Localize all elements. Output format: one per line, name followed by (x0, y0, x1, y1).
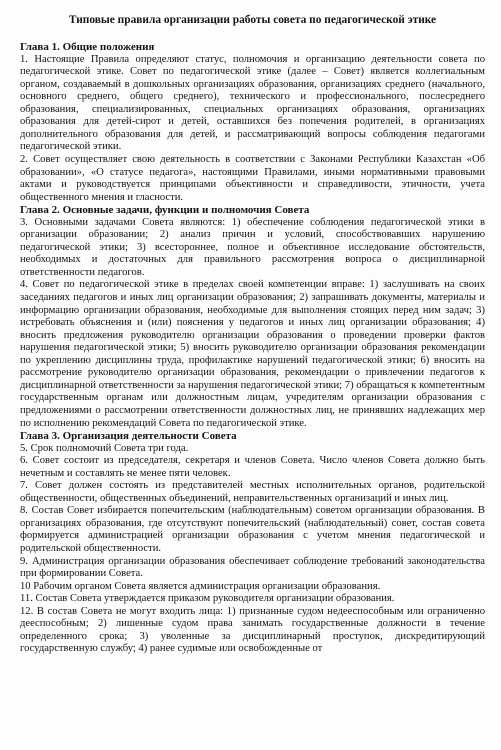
paragraph-3: 3. Основными задачами Совета являются: 1) обеспечение соблюдения педагогической этики в организации образовании; 2) анализ причин и условий, способствовавших нарушению педагогической этики; 3) всестороннее, полное и объективное исследование обстоятельств, необходимых и достаточных для правильного рассмотрения вопроса о дисциплинарной ответственности педагогов. (20, 216, 485, 278)
paragraph-7: 7. Совет должен состоять из представителей местных исполнительных органов, родительской общественности, общественных объединений, неправительственных организаций и иных лиц. (20, 480, 485, 504)
paragraph-9: 9. Администрация организации образования обеспечивает соблюдение требований законодательства при формировании Совета. (20, 555, 485, 580)
paragraph-10: 10 Рабочим органом Совета является администрация организации образования. (20, 580, 381, 592)
paragraph-2: 2. Совет осуществляет свою деятельность в соответствии с Законами Республики Казахстан «Об образовании», «О статусе педагога», настоящими Правилами, иными нормативными правовыми актами и руководствуется принципами объективности и справедливости, этичности, учета общественного мнения и гласности. (20, 153, 485, 203)
chapter-heading: Глава 1. Общие положения (20, 41, 155, 53)
paragraph-4: 4. Совет по педагогической этике в пределах своей компетенции вправе: 1) заслушивать на своих заседаниях педагогов и иных лиц организации образования; 2) запрашивать документы, материалы и информацию организации образования, необходимые для выполнения стоящих перед ним задач; 3) истребовать объяснения и (или) пояснения у педагогов и иных лиц организации образования; 4) вносить предложения руководителю организации образования о проведении проверки фактов нарушения педагогической этики; 5) вносить руководителю организации образования рекомендации по укреплению дисциплины труда, профилактике нарушений педагогической этики; 6) вносить на рассмотрение руководителю организации образования, рекомендации о привлечении педагогов к дисциплинарной ответственности за нарушения педагогической этики; 7) обращаться к компетентным государственным органам или должностным лицам, учредителям организации образования с предложениями о рассмотрении ответственности должностных лиц, не принявших надлежащих мер по исполнению рекомендаций Совета по педагогической этике. (20, 279, 485, 429)
section-chapter-2 (20, 204, 485, 430)
paragraph-11: 11. Состав Совета утверждается приказом руководителя организации образования. (20, 593, 395, 605)
paragraph-6: 6. Совет состоит из председателя, секретаря и членов Совета. Число членов Совета должно быть нечетным и составлять не менее пяти человек. (20, 455, 485, 479)
section-chapter-3 (20, 430, 485, 656)
paragraph-8: 8. Состав Совет избирается попечительским (наблюдательным) советом организации образования. В организациях образования, где отсутствуют попечительский (наблюдательный) совет, состав совета формируется администрацией организации образования с учетом мнения педагогической и родительской общественности. (20, 505, 485, 555)
paragraph-12: 12. В состав Совета не могут входить лица: 1) признанные судом недееспособным или ограниченно дееспособным; 2) лишенные судом права занимать государственные должности в течение определенного срока; 3) уволенные за дисциплинарный проступок, дискредитирующий государственную службу; 4) ранее судимые или освобожденные от (20, 605, 485, 655)
paragraph-5: 5. Срок полномочий Совета три года. (20, 442, 189, 454)
paragraph-1: 1. Настоящие Правила определяют статус, полномочия и организацию деятельности совета по педагогической этике. Совет по педагогической этике (далее – Совет) является коллегиальным органом, создаваемый в дошкольных организациях образования, организациях среднего (начального, основного среднего, общего среднего), технического и профессионального, послесреднего образования, специализированных, специальных организациях образования, организациях образования для детей-сирот и детей, оставшихся без попечения родителей, в организациях дополнительного образования для детей, и рассматривающий вопросы соблюдения педагогами педагогической этики. (20, 53, 485, 153)
section-chapter-1 (20, 41, 485, 204)
document-title: Типовые правила организации работы совета по педагогической этике (68, 14, 437, 26)
chapter-heading: Глава 3. Организация деятельности Совета (20, 430, 237, 443)
chapter-heading: Глава 2. Основные задачи, функции и полномочия Совета (20, 204, 310, 217)
